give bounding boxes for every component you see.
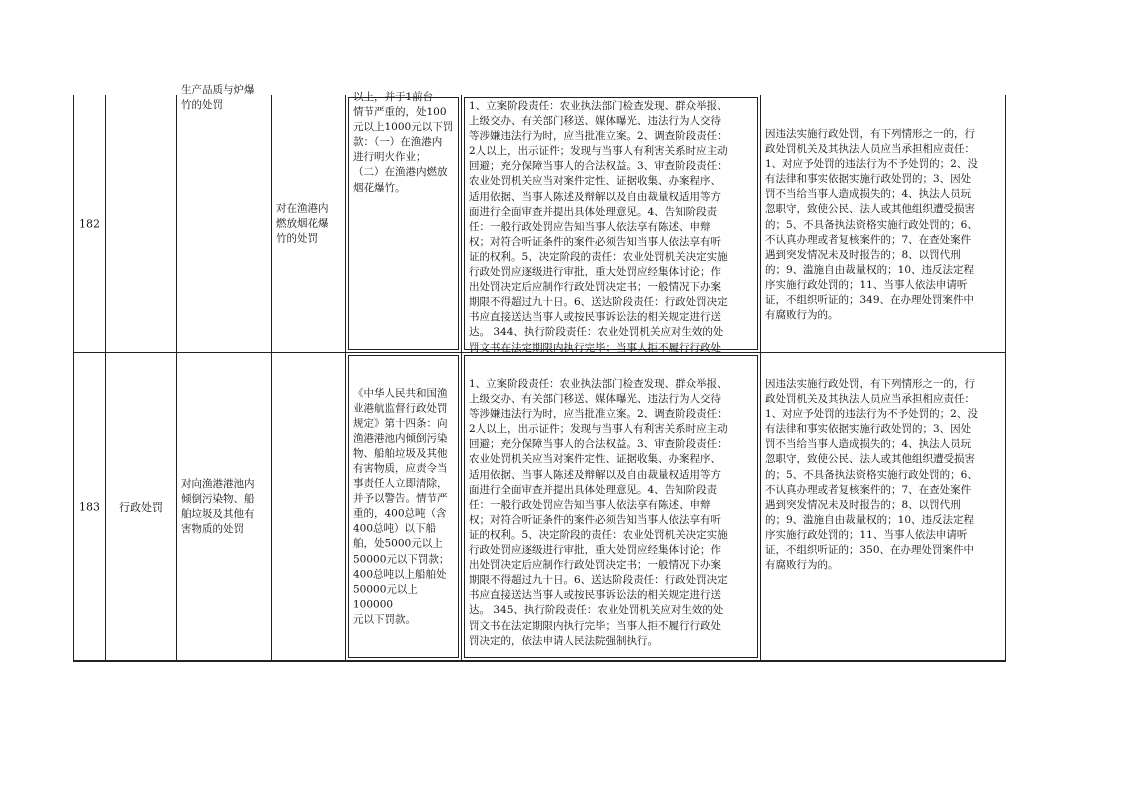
responsibility-frame <box>464 97 758 354</box>
responsibility-cell <box>461 95 760 352</box>
row-number: 182 <box>79 217 100 230</box>
legal-basis-text: 《中华人民共和国渔 业港航监督行政处罚 规定》第十四条：向 渔港港池内倾倒污染 物、船舶垃圾及其他 有害物质，应责令当 事责任人立即清除， 并予以警告。情节严 重的，400总吨（含 400总吨）以下船 舶，处5000元以上 50000元以下罚款； 400总吨以上船舶处 50000元以上100000 元以下罚款。 <box>353 386 450 626</box>
category-cell <box>105 95 176 352</box>
row-number: 183 <box>79 500 100 513</box>
row-number-cell <box>73 353 105 660</box>
legal-basis-text: 以上，并于1前台 情节严重的，处100 元以上1000元以下罚 款：（一）在渔港内 进行明火作业； （二）在渔港内燃放 烟花爆竹。 <box>353 91 454 194</box>
responsibility-cell <box>461 353 760 660</box>
legal-basis-frame <box>348 91 459 350</box>
penalty-table <box>73 84 1006 661</box>
responsibility-text: 1、立案阶段责任：农业执法部门检查发现、群众举报、 上级交办、有关部门移送、媒体曝光、违法行为人交待 等涉嫌违法行为时，应当批准立案。2、调查阶段责任： 2人以上，出示证件；发现与当事人有利害关系时应主动 回避；充分保障当事人的合法权益。3、审查阶段责任： 农业处罚机关应当对案件定性、证据收集、办案程序、 适用依据、当事人陈述及辩解以及自由裁量权适用等方 面进行全面审查并提出具体处理意见。4、告知阶段责 任：一般行政处罚应告知当事人依法享有陈述、申辩 权；对符合听证条件的案件必须告知当事人依法享有听 证的权利。5、决定阶段的责任：农业处罚机关决定实施 行政处罚应逐级进行审批，重大处罚应经集体讨论；作 出处罚决定后应制作行政处罚决定书；一般情况下办案 期限不得超过九十日。6、送达阶段责任：行政处罚决定 书应直接送达当事人或按民事诉讼法的相关规定进行送 达。 344、执行阶段责任：农业处罚机关应对生效的处 罚文书在法定期限内执行完毕；当事人拒不履行行政处 <box>469 100 728 354</box>
accountability-cell <box>760 95 1006 352</box>
sub-item-text: 对在渔港内 燃放烟花爆 竹的处罚 <box>276 201 329 245</box>
accountability-text: 因违法实施行政处罚，有下列情形之一的，行 政处罚机关及其执法人员应当承担相应责任： 1、对应予处罚的违法行为不予处罚的；2、没 有法律和事实依据实施行政处罚的；3、因处 罚不当给当事人造成损失的；4、执法人员玩 忽职守，致使公民、法人或其他组织遭受损害 的；5、不具备执法资格实施行政处罚的；6、 不认真办理或者复核案件的；7、在查处案件 遇到突发情况未及时报告的；8、以罚代刑 的；9、滥施自由裁量权的；10、违反法定程 序实施行政处罚的；11、当事人依法申请听 证，不组织听证的；349、在办理处罚案件中 有腐败行为的。 <box>765 128 978 322</box>
item-text: 生产品质与炉爆 竹的处罚 <box>181 84 255 112</box>
category-label: 行政处罚 <box>119 500 163 514</box>
responsibility-text: 1、立案阶段责任：农业执法部门检查发现、群众举报、 上级交办、有关部门移送、媒体曝光、违法行为人交待 等涉嫌违法行为时，应当批准立案。2、调查阶段责任： 2人以上，出示证件；发现与当事人有利害关系时应主动 回避；充分保障当事人的合法权益。3、审查阶段责任： 农业处罚机关应当对案件定性、证据收集、办案程序、 适用依据、当事人陈述及辩解以及自由裁量权适用等方 面进行全面审查并提出具体处理意见。4、告知阶段责 任：一般行政处罚应告知当事人依法享有陈述、申辩 权；对符合听证条件的案件必须告知当事人依法享有听 证的权利。5、决定阶段的责任：农业处罚机关决定实施 行政处罚应逐级进行审批，重大处罚应经集体讨论；作 出处罚决定后应制作行政处罚决定书；一般情况下办案 期限不得超过九十日。6、送达阶段责任：行政处罚决定 书应直接送达当事人或按民事诉讼法的相关规定进行送 达。 345、执行阶段责任：农业处罚机关应对生效的处 罚文书在法定期限内执行完毕；当事人拒不履行行政处 罚决定的，依法申请人民法院强制执行。 <box>469 378 728 647</box>
sub-item-cell <box>271 353 345 660</box>
item-cell <box>176 353 271 660</box>
accountability-cell <box>760 353 1006 660</box>
legal-basis-cell <box>345 353 461 660</box>
table-row <box>73 84 1006 354</box>
item-text: 对向渔港港池内 倾倒污染物、船 舶垃圾及其他有 害物质的处罚 <box>181 477 255 535</box>
accountability-text: 因违法实施行政处罚，有下列情形之一的，行 政处罚机关及其执法人员应当承担相应责任： 1、对应予处罚的违法行为不予处罚的；2、没 有法律和事实依据实施行政处罚的；3、因处 罚不当给当事人造成损失的；4、执法人员玩 忽职守，致使公民、法人或其他组织遭受损害 的；5、不具备执法资格实施行政处罚的；6、 不认真办理或者复核案件的；7、在查处案件 遇到突发情况未及时报告的；8、以罚代刑 的；9、滥施自由裁量权的；10、违反法定程 序实施行政处罚的；11、当事人依法申请听 证，不组织听证的；350、在办理处罚案件中 有腐败行为的。 <box>765 378 978 572</box>
category-cell <box>105 353 176 660</box>
sub-item-cell <box>271 95 345 352</box>
row-number-cell <box>73 95 105 352</box>
item-cell <box>176 84 271 352</box>
responsibility-frame <box>464 355 758 658</box>
legal-basis-cell <box>345 91 461 352</box>
table-row <box>73 353 1006 662</box>
legal-basis-frame <box>348 355 459 658</box>
